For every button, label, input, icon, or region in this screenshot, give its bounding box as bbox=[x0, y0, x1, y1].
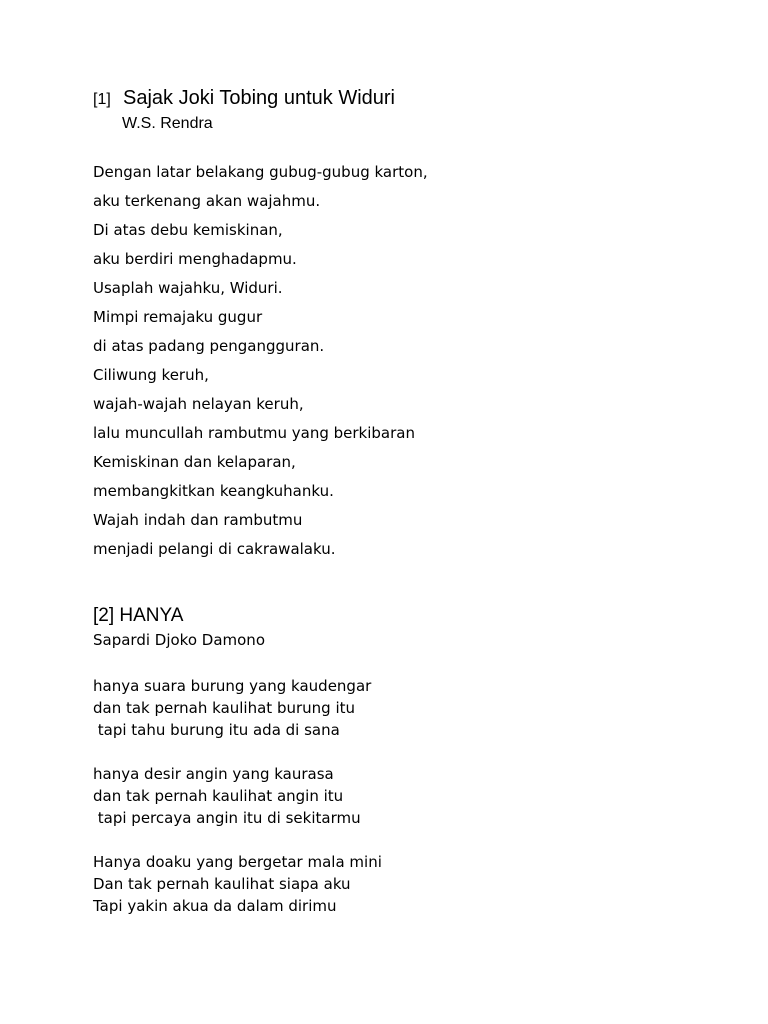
poem-line: Di atas debu kemiskinan, bbox=[93, 221, 283, 239]
poem-line: Ciliwung keruh, bbox=[93, 366, 209, 384]
poem-line: Wajah indah dan rambutmu bbox=[93, 511, 303, 529]
poem-line: tapi tahu burung itu ada di sana bbox=[93, 721, 340, 739]
poem-1-number: [1] bbox=[93, 91, 111, 108]
poem-line: tapi percaya angin itu di sekitarmu bbox=[93, 809, 361, 827]
poem-line: Tapi yakin akua da dalam dirimu bbox=[93, 897, 337, 915]
poem-line: dan tak pernah kaulihat angin itu bbox=[93, 787, 344, 805]
poem-line: Dengan latar belakang gubug-gubug karton, bbox=[93, 163, 428, 181]
poem-line: Usaplah wajahku, Widuri. bbox=[93, 279, 283, 297]
poem-2-author: Sapardi Djoko Damono bbox=[93, 631, 265, 649]
poem-2-stanza-1 bbox=[93, 675, 371, 741]
poem-line: dan tak pernah kaulihat burung itu bbox=[93, 699, 356, 717]
poem-line: wajah-wajah nelayan keruh, bbox=[93, 395, 304, 413]
poem-2-title: [2] HANYA bbox=[93, 605, 184, 626]
poem-line: membangkitkan keangkuhanku. bbox=[93, 482, 334, 500]
poem-line: Kemiskinan dan kelaparan, bbox=[93, 453, 296, 471]
poem-line: hanya desir angin yang kaurasa bbox=[93, 765, 334, 783]
poem-line: Dan tak pernah kaulihat siapa aku bbox=[93, 875, 351, 893]
poem-line: menjadi pelangi di cakrawalaku. bbox=[93, 540, 336, 558]
poem-1-body bbox=[93, 158, 428, 564]
poem-line: Mimpi remajaku gugur bbox=[93, 308, 263, 326]
poem-1-author: W.S. Rendra bbox=[122, 115, 213, 132]
poem-line: hanya suara burung yang kaudengar bbox=[93, 677, 372, 695]
poem-line: di atas padang pengangguran. bbox=[93, 337, 325, 355]
poem-line: aku berdiri menghadapmu. bbox=[93, 250, 297, 268]
poem-1-title: Sajak Joki Tobing untuk Widuri bbox=[123, 87, 395, 109]
poem-2-stanza-3 bbox=[93, 851, 382, 917]
poem-line: Hanya doaku yang bergetar mala mini bbox=[93, 853, 382, 871]
poem-2-stanza-2 bbox=[93, 763, 361, 829]
poem-line: lalu muncullah rambutmu yang berkibaran bbox=[93, 424, 415, 442]
poem-line: aku terkenang akan wajahmu. bbox=[93, 192, 321, 210]
